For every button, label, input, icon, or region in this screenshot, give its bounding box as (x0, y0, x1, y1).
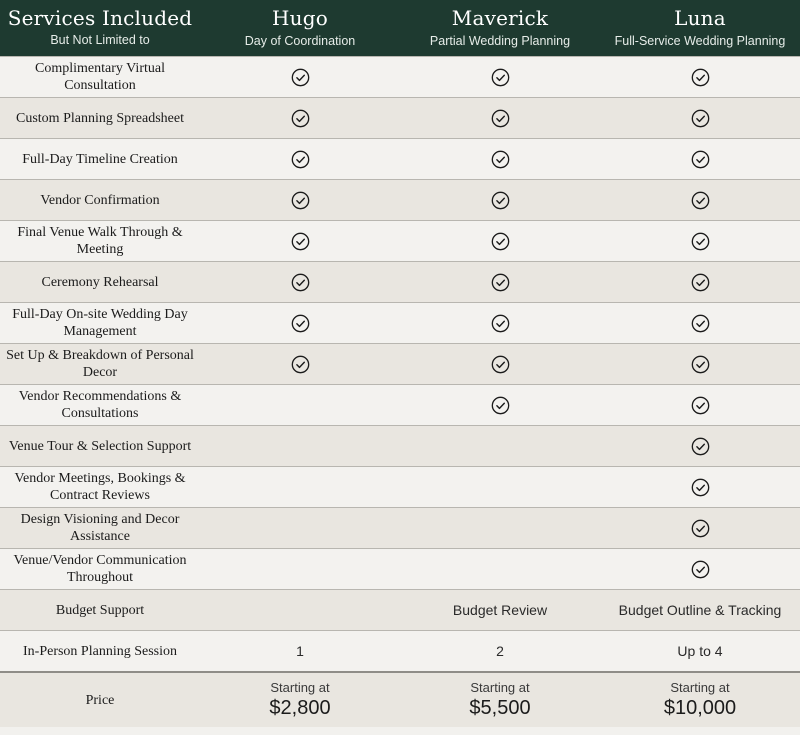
row-label: Venue Tour & Selection Support (8, 438, 192, 454)
cell-hugo (200, 344, 400, 384)
cell-luna (600, 57, 800, 97)
cell-luna (600, 508, 800, 548)
price-luna (600, 673, 800, 727)
price-prefix: Starting at (670, 679, 730, 695)
cell-hugo (200, 508, 400, 548)
cell-luna (600, 139, 800, 179)
header-services-subtitle: But Not Limited to (50, 33, 150, 47)
header-services-title: Services Included (7, 6, 193, 30)
value-luna: Budget Outline & Tracking (618, 602, 782, 618)
cell-maverick (400, 98, 600, 138)
check-circle-icon (491, 109, 510, 128)
feature-rows (0, 56, 800, 589)
row-label: Design Visioning and Decor Assistance (20, 512, 180, 544)
check-circle-icon (491, 396, 510, 415)
table-row (0, 261, 800, 302)
check-circle-icon (291, 273, 310, 292)
check-circle-icon (291, 314, 310, 333)
package-name: Hugo (272, 6, 328, 30)
header-package-maverick (400, 0, 600, 56)
cell-hugo (200, 139, 400, 179)
cell-hugo (200, 549, 400, 589)
check-circle-icon (491, 314, 510, 333)
cell-hugo (200, 385, 400, 425)
check-circle-icon (691, 396, 710, 415)
cell-maverick (400, 221, 600, 261)
package-subtitle: Day of Coordination (244, 34, 356, 48)
package-name: Luna (674, 6, 726, 30)
table-row (0, 138, 800, 179)
table-row (0, 548, 800, 589)
table-row (0, 425, 800, 466)
table-row (0, 302, 800, 343)
cell-luna (600, 303, 800, 343)
row-label: Final Venue Walk Through & Meeting (17, 225, 183, 257)
header-services (0, 0, 200, 56)
row-label: Complimentary Virtual Consultation (35, 61, 165, 93)
header-package-hugo (200, 0, 400, 56)
value-hugo (200, 590, 400, 630)
check-circle-icon (491, 150, 510, 169)
check-circle-icon (491, 273, 510, 292)
cell-hugo (200, 221, 400, 261)
row-label: Ceremony Rehearsal (41, 274, 159, 290)
cell-luna (600, 180, 800, 220)
check-circle-icon (691, 68, 710, 87)
check-circle-icon (491, 232, 510, 251)
price-row (0, 671, 800, 727)
check-circle-icon (691, 560, 710, 579)
cell-luna (600, 467, 800, 507)
row-label: Venue/Vendor Communication Throughout (13, 553, 187, 585)
cell-hugo (200, 426, 400, 466)
check-circle-icon (291, 355, 310, 374)
check-circle-icon (691, 355, 710, 374)
check-circle-icon (491, 191, 510, 210)
row-label: Custom Planning Spreadsheet (16, 110, 184, 126)
cell-luna (600, 344, 800, 384)
cell-hugo (200, 262, 400, 302)
row-label: Vendor Recommendations & Consultations (18, 389, 182, 421)
cell-luna (600, 98, 800, 138)
cell-maverick (400, 180, 600, 220)
check-circle-icon (491, 68, 510, 87)
package-name: Maverick (451, 6, 549, 30)
price-amount: $10,000 (663, 696, 737, 719)
price-amount: $2,800 (269, 696, 331, 719)
cell-maverick (400, 139, 600, 179)
row-label: Budget Support (55, 602, 145, 618)
row-label: Full-Day Timeline Creation (22, 151, 178, 167)
check-circle-icon (291, 232, 310, 251)
table-row (0, 56, 800, 97)
check-circle-icon (691, 150, 710, 169)
check-circle-icon (691, 437, 710, 456)
header-package-luna (600, 0, 800, 56)
table-row (0, 97, 800, 138)
check-circle-icon (291, 150, 310, 169)
table-row-budget-support (0, 589, 800, 630)
check-circle-icon (691, 314, 710, 333)
check-circle-icon (291, 68, 310, 87)
row-label: In-Person Planning Session (23, 643, 177, 659)
table-row (0, 507, 800, 548)
cell-luna (600, 262, 800, 302)
package-subtitle: Full-Service Wedding Planning (614, 34, 786, 48)
cell-maverick (400, 467, 600, 507)
cell-maverick (400, 385, 600, 425)
cell-hugo (200, 57, 400, 97)
price-prefix: Starting at (270, 679, 330, 695)
price-amount: $5,500 (469, 696, 531, 719)
cell-hugo (200, 467, 400, 507)
row-label: Set Up & Breakdown of Personal Decor (6, 348, 194, 380)
table-row (0, 343, 800, 384)
cell-maverick (400, 303, 600, 343)
table-row (0, 466, 800, 507)
value-maverick: Budget Review (452, 602, 548, 618)
cell-luna (600, 221, 800, 261)
cell-maverick (400, 262, 600, 302)
check-circle-icon (491, 355, 510, 374)
price-hugo (200, 673, 400, 727)
cell-maverick (400, 426, 600, 466)
value-maverick: 2 (496, 643, 504, 659)
cell-luna (600, 426, 800, 466)
value-luna: Up to 4 (677, 643, 723, 659)
value-hugo: 1 (296, 643, 304, 659)
check-circle-icon (291, 191, 310, 210)
cell-hugo (200, 98, 400, 138)
check-circle-icon (691, 519, 710, 538)
cell-hugo (200, 180, 400, 220)
check-circle-icon (691, 273, 710, 292)
row-label: Vendor Confirmation (40, 192, 160, 208)
package-subtitle: Partial Wedding Planning (429, 34, 571, 48)
cell-maverick (400, 344, 600, 384)
cell-maverick (400, 508, 600, 548)
row-label: Full-Day On-site Wedding Day Management (12, 307, 188, 339)
row-label: Vendor Meetings, Bookings & Contract Reviews (14, 471, 186, 503)
check-circle-icon (291, 109, 310, 128)
cell-luna (600, 549, 800, 589)
price-prefix: Starting at (470, 679, 530, 695)
table-row (0, 384, 800, 425)
price-label: Price (85, 692, 115, 708)
table-row (0, 179, 800, 220)
check-circle-icon (691, 109, 710, 128)
price-maverick (400, 673, 600, 727)
table-row (0, 220, 800, 261)
check-circle-icon (691, 478, 710, 497)
cell-maverick (400, 549, 600, 589)
table-header (0, 0, 800, 56)
check-circle-icon (691, 191, 710, 210)
check-circle-icon (691, 232, 710, 251)
cell-maverick (400, 57, 600, 97)
cell-hugo (200, 303, 400, 343)
cell-luna (600, 385, 800, 425)
table-row-in-person-planning (0, 630, 800, 671)
